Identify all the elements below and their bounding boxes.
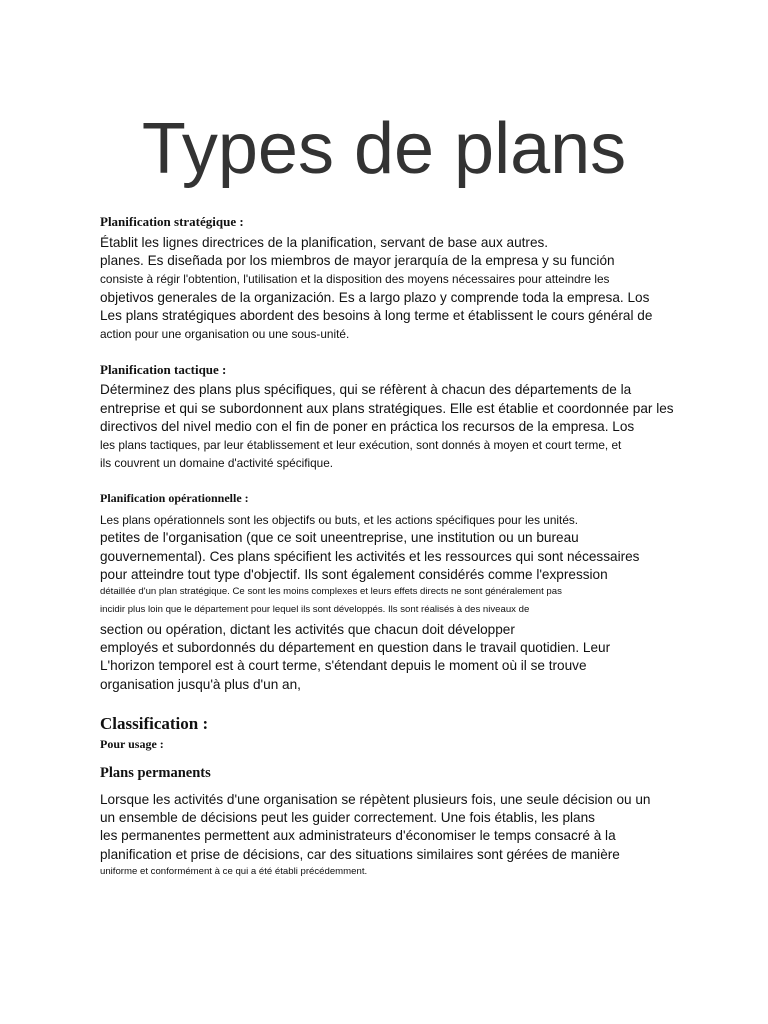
paragraph-line: section ou opération, dictant les activités que chacun doit développer — [100, 622, 515, 637]
paragraph-line: entreprise et qui se subordonnent aux plans stratégiques. Elle est établie et coordonnée par les — [100, 401, 674, 416]
permanent-plans-heading: Plans permanents — [100, 765, 211, 781]
paragraph-line: incidir plus loin que le département pour lequel ils sont développés. Ils sont réalisés à des niveaux de — [100, 604, 530, 615]
paragraph-line: planification et prise de décisions, car des situations similaires sont gérées de manière — [100, 847, 620, 862]
paragraph-line: organisation jusqu'à plus d'un an, — [100, 677, 301, 692]
paragraph-line: ils couvrent un domaine d'activité spécifique. — [100, 456, 334, 470]
paragraph-line: petites de l'organisation (que ce soit uneentreprise, une institution ou un bureau — [100, 530, 579, 545]
section-heading-tactical: Planification tactique : — [100, 362, 227, 377]
paragraph-line: pour atteindre tout type d'objectif. Ils sont également considérés comme l'expression — [100, 567, 608, 582]
paragraph-line: directivos del nivel medio con el fin de poner en práctica los recursos de la empresa. Los — [100, 419, 635, 434]
classification-subheading: Pour usage : — [100, 737, 164, 751]
classification-heading: Classification : — [100, 714, 209, 733]
paragraph-line: planes. Es diseñada por los miembros de mayor jerarquía de la empresa y su función — [100, 253, 615, 268]
paragraph-line: un ensemble de décisions peut les guider correctement. Une fois établis, les plans — [100, 810, 595, 825]
paragraph-line: détaillée d'un plan stratégique. Ce sont les moins complexes et leurs effets directs ne sont généralement pas — [100, 586, 562, 597]
section-heading-strategic: Planification stratégique : — [100, 214, 244, 229]
paragraph-line: action pour une organisation ou une sous-unité. — [100, 327, 350, 341]
section-heading-operational: Planification opérationnelle : — [100, 491, 249, 505]
paragraph-line: uniforme et conformément à ce qui a été établi précédemment. — [100, 866, 368, 877]
paragraph-line: Lorsque les activités d'une organisation se répètent plusieurs fois, une seule décision ou un — [100, 792, 651, 807]
paragraph-line: Établit les lignes directrices de la planification, servant de base aux autres. — [100, 235, 549, 250]
paragraph-line: Déterminez des plans plus spécifiques, qui se réfèrent à chacun des départements de la — [100, 382, 632, 397]
paragraph-line: les plans tactiques, par leur établissement et leur exécution, sont donnés à moyen et court terme, et — [100, 438, 622, 452]
paragraph-line: les permanentes permettent aux administrateurs d'économiser le temps consacré à la — [100, 828, 616, 843]
paragraph-line: Les plans opérationnels sont les objectifs ou buts, et les actions spécifiques pour les unités. — [100, 513, 579, 527]
paragraph-line: consiste à régir l'obtention, l'utilisation et la disposition des moyens nécessaires pour atteindre les — [100, 272, 610, 286]
paragraph-line: L'horizon temporel est à court terme, s'étendant depuis le moment où il se trouve — [100, 658, 587, 673]
page-title: Types de plans — [141, 109, 627, 189]
paragraph-line: gouvernemental). Ces plans spécifient les activités et les ressources qui sont nécessaires — [100, 549, 640, 564]
paragraph-line: Les plans stratégiques abordent des besoins à long terme et établissent le cours général de — [100, 308, 653, 323]
paragraph-line: employés et subordonnés du département en question dans le travail quotidien. Leur — [100, 640, 611, 655]
paragraph-line: objetivos generales de la organización. Es a largo plazo y comprende toda la empresa. Los — [100, 290, 650, 305]
